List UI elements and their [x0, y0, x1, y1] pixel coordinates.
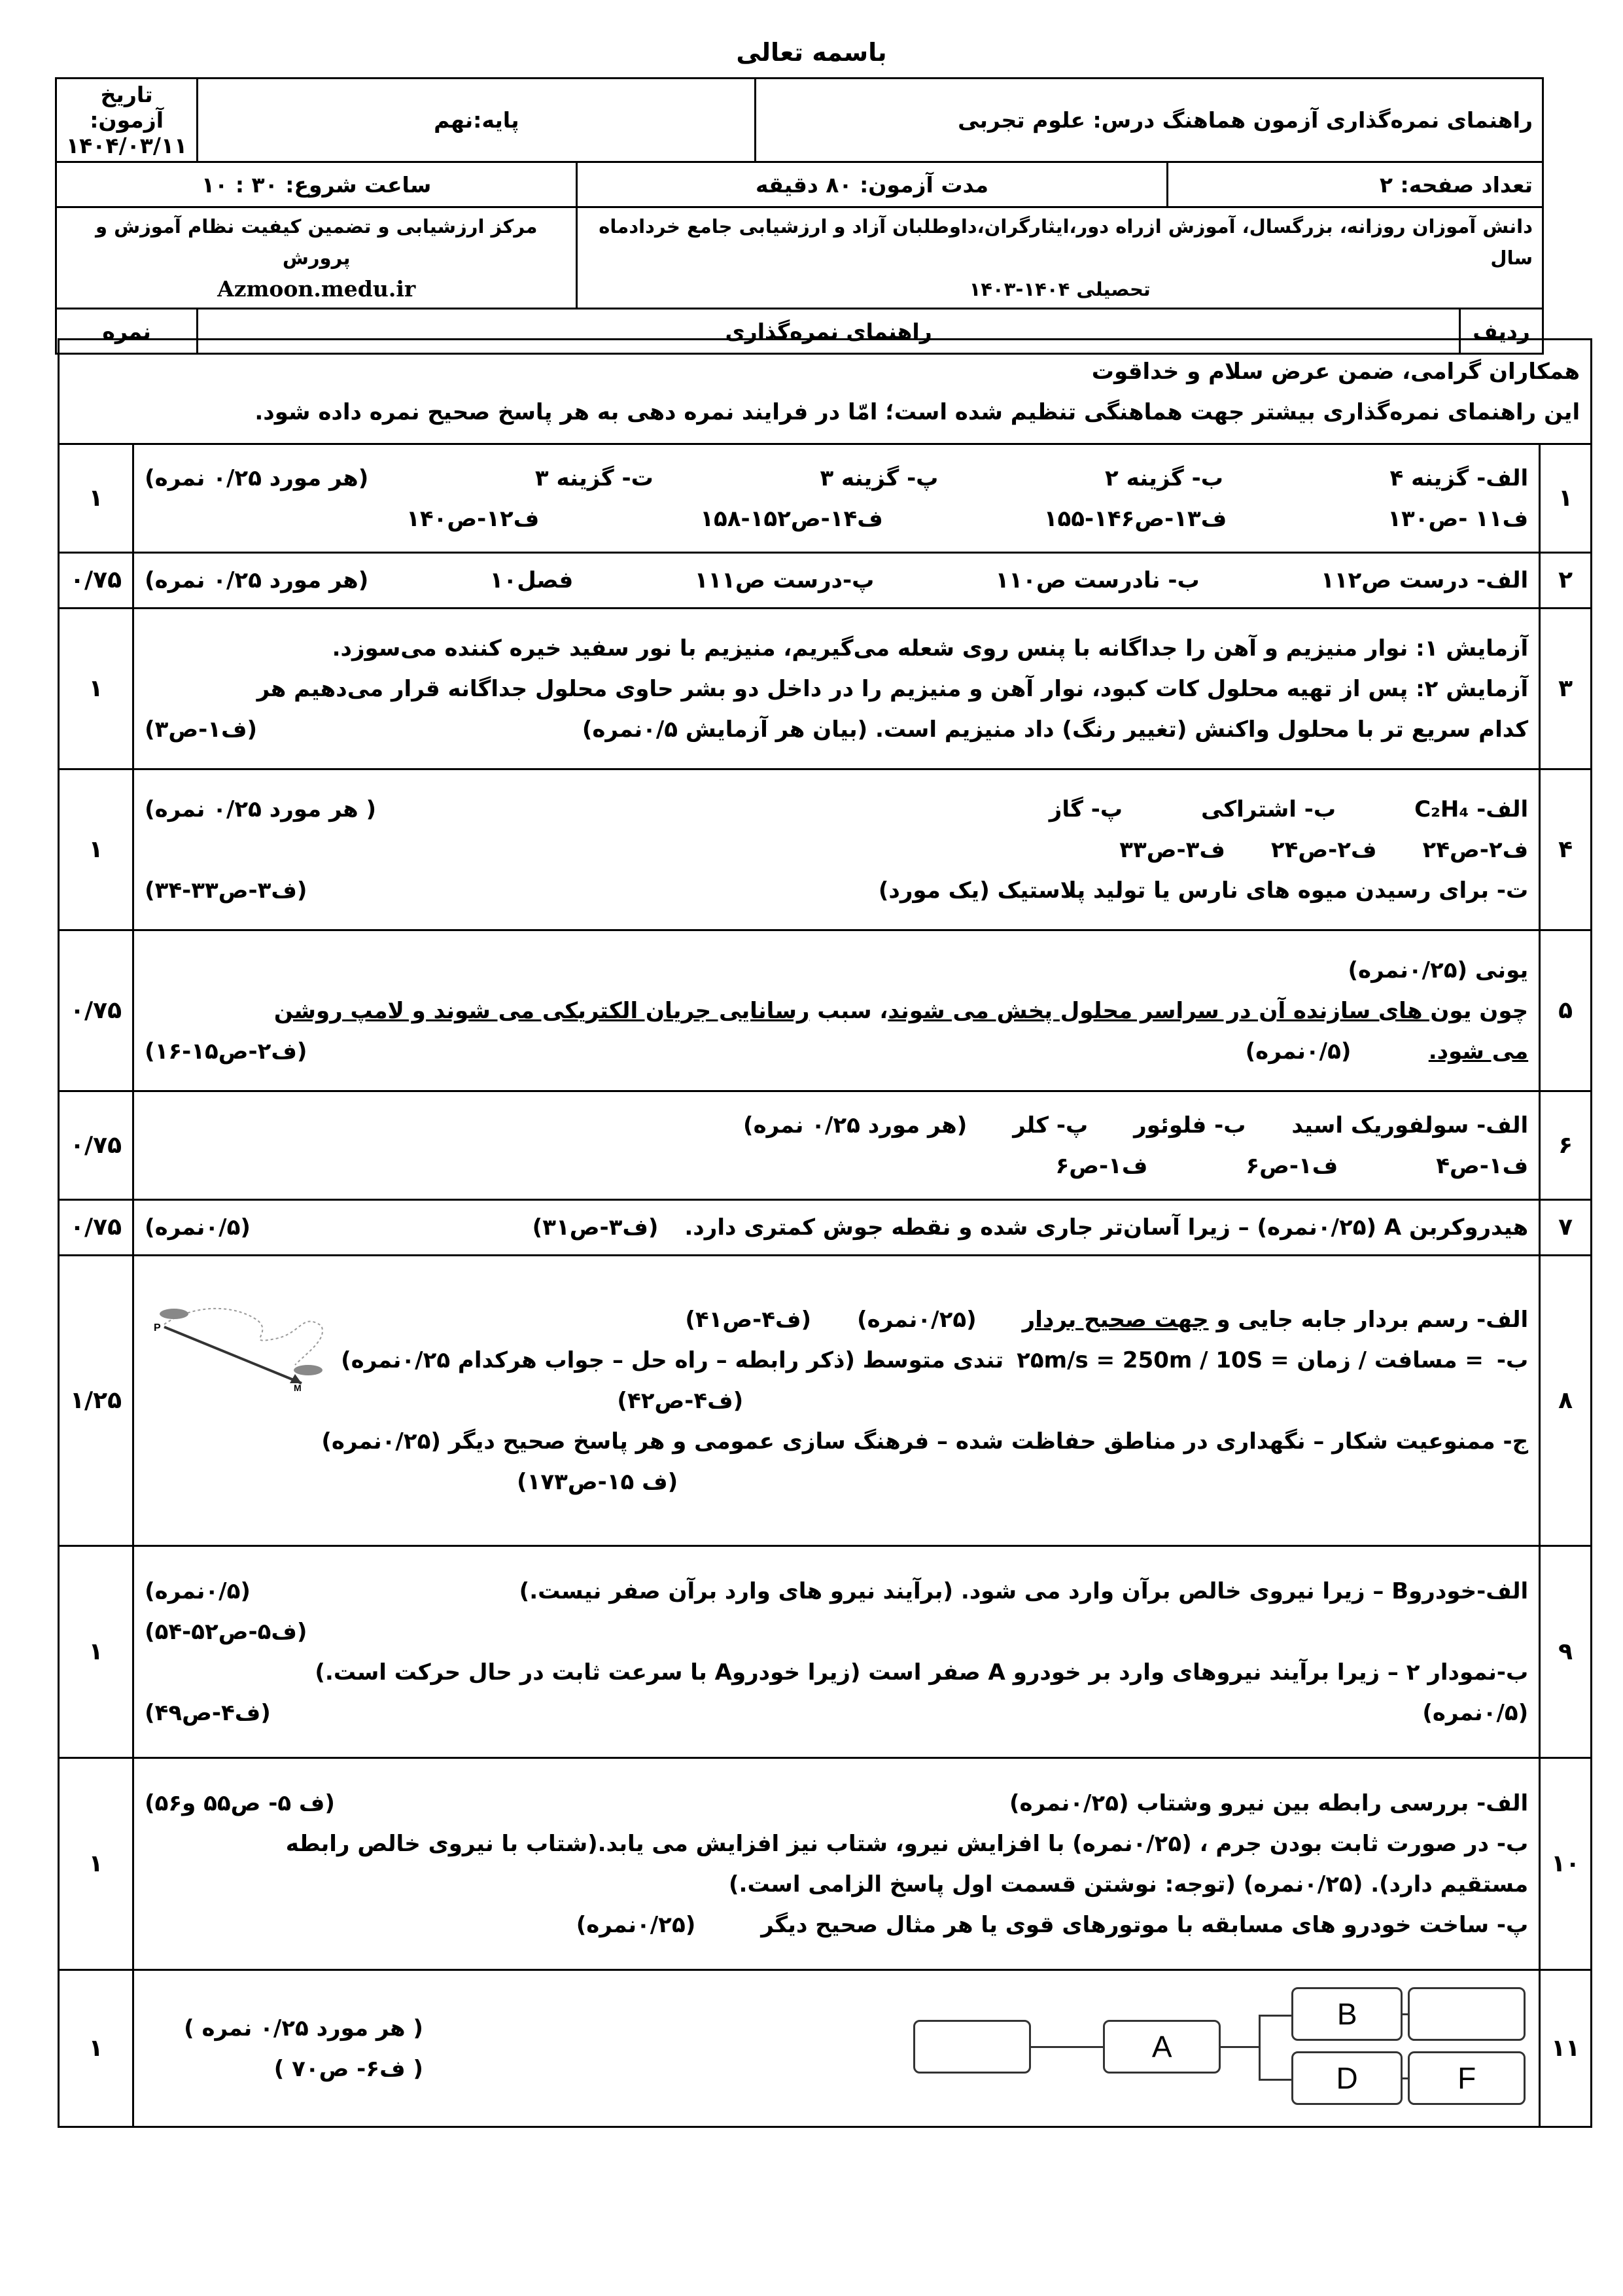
- row-number: ۳: [1540, 609, 1592, 769]
- answer-a: الف- سولفوریک اسید: [1291, 1112, 1529, 1139]
- answer-type: یونی (۰/۲۵نمره): [1348, 957, 1529, 983]
- answer-b-cont: مستقیم دارد). (۰/۲۵نمره) (توجه: نوشتن قسمت اول پاسخ الزامی است.): [728, 1871, 1529, 1898]
- reference: (ف۴-ص۴۲): [617, 1387, 744, 1414]
- reference: (ف۱-ص۳): [145, 716, 258, 743]
- answer-text: [133, 1091, 1540, 1200]
- chapter: فصل۱۰: [489, 567, 574, 593]
- ref-a: ف۲-ص۲۴: [1422, 836, 1529, 863]
- page-count: تعداد صفحه: ۲: [1167, 162, 1543, 207]
- answer-text: [133, 1758, 1540, 1970]
- answer-row: [59, 553, 1592, 609]
- points-note: (هر مورد ۰/۲۵ نمره): [145, 567, 369, 593]
- points-note: (۰/۵نمره): [145, 1578, 251, 1604]
- answer-t: ت- گزینه ۳: [534, 465, 654, 491]
- point-p-label: P: [154, 1322, 161, 1333]
- row-score: ۱: [59, 609, 133, 769]
- row-score: ۱: [59, 1758, 133, 1970]
- col-score: نمره: [56, 309, 198, 354]
- row-score: ۰/۷۵: [59, 553, 133, 609]
- answer-row: [59, 1200, 1592, 1256]
- exam-date: تاریخ آزمون: ۱۴۰۴/۰۳/۱۱: [56, 79, 198, 162]
- row-number: ۲: [1540, 553, 1592, 609]
- points-note: ( هر مورد ۰/۲۵ نمره): [145, 796, 377, 822]
- row-score: ۱/۲۵: [59, 1256, 133, 1546]
- answer-text: [133, 444, 1540, 553]
- row-score: ۰/۷۵: [59, 1200, 133, 1256]
- reference: (ف۳-ص۳۱): [532, 1214, 659, 1241]
- points-note: (۰/۵نمره): [145, 1214, 251, 1241]
- answer-b: ب- نادرست ص۱۱۰: [995, 567, 1200, 593]
- col-row: ردیف: [1460, 309, 1543, 354]
- center-info: [56, 207, 577, 309]
- answer-a: الف- گزینه ۴: [1389, 465, 1529, 491]
- answer-b: ب- اشتراکی: [1201, 796, 1336, 822]
- answer-a: الف- درست ص۱۱۲: [1321, 567, 1529, 593]
- key-phrase-2: رسانایی جریان الکتریکی می شوند و لامپ روشن: [273, 997, 810, 1024]
- box-a: A: [1103, 2020, 1221, 2074]
- reference: (ف۳-ص۳۳-۳۴): [145, 877, 307, 904]
- intro-greeting: همکاران گرامی، ضمن عرض سلام و خداقوت: [1091, 358, 1580, 385]
- box-f: F: [1408, 2051, 1526, 2105]
- guide-title: راهنمای نمره‌گذاری آزمون هماهنگ درس: علوم تجربی: [756, 79, 1543, 162]
- intro: [59, 340, 1592, 444]
- answer-p: پ- گزینه ۳: [820, 465, 939, 491]
- points-note: (۰/۵نمره): [1422, 1699, 1529, 1726]
- points-note: (هر مورد ۰/۲۵ نمره): [743, 1112, 968, 1139]
- answer-a: الف- C₂H₄: [1414, 796, 1529, 822]
- answer-row: [59, 1546, 1592, 1758]
- row-number: ۱۱: [1540, 1970, 1592, 2127]
- ref-a: ف۱۱ -ص۱۳۰: [1387, 505, 1529, 532]
- row-number: ۴: [1540, 769, 1592, 930]
- answer-row: [59, 609, 1592, 769]
- answer-row: [59, 769, 1592, 930]
- audience: [577, 207, 1543, 309]
- ref-a: ف۱-ص۴: [1436, 1152, 1529, 1179]
- answer-row: [59, 1256, 1592, 1546]
- answer-row: [59, 444, 1592, 553]
- answer-text: الف- رسم بردار جابه جایی و جهت صحیح بردار (۰/۲۵نمره) (ف۴-ص۴۱) ب- ۲۵m/s = 250m / 10S = مسافت / زمان = تندی متوسط (ذکر رابطه – راه حل – جواب هرکدام ۰/۲۵نمره) (ف۴-ص۴۲) P M ج- ممنوعیت شکار – نگهداری در مناطق حفاظت شده – فرهنگ سازی عمومی و هر پاسخ صحیح دیگر (۰/۲۵نمره) (ف ۱۵-ص۱۷۳): [133, 1256, 1540, 1546]
- row-number: ۶: [1540, 1091, 1592, 1200]
- ref-p: ف۳-ص۳۳: [1119, 836, 1225, 863]
- box-b: B: [1291, 1987, 1403, 2041]
- experiment-2-cont: کدام سریع تر با محلول واکنش (تغییر رنگ) داد منیزیم است. (بیان هر آزمایش ۰/۵نمره): [582, 716, 1529, 743]
- answer-a: الف- بررسی رابطه بین نیرو وشتاب (۰/۲۵نمره): [1009, 1790, 1529, 1816]
- audience-line-1: دانش آموزان روزانه، بزرگسال، آموزش ازراه دور،ایثارگران،داوطلبان آزاد و ارزشیابی جامع خردادماه سال: [599, 215, 1533, 269]
- duration: مدت آزمون: ۸۰ دقیقه: [577, 162, 1167, 207]
- answer-row: [59, 1970, 1592, 2127]
- answer-p: پ- ساخت خودرو های مسابقه با موتورهای قوی یا هر مثال صحیح دیگر: [761, 1911, 1529, 1938]
- row-score: ۰/۷۵: [59, 930, 133, 1091]
- points-note: (هر مورد ۰/۲۵ نمره): [145, 465, 369, 491]
- cheetah-icon: [294, 1365, 323, 1375]
- experiment-2: آزمایش ۲: پس از تهیه محلول کات کبود، نوار آهن و منیزیم را در داخل دو بشر حاوی محلول جداگانه قرار می‌دهیم هر: [256, 675, 1529, 702]
- displacement-diagram: [145, 1299, 341, 1391]
- intro-note: این راهنمای نمره‌گذاری بیشتر جهت هماهنگی تنظیم شده است؛ امّا در فرایند نمره دهی به هر پاسخ صحیح نمره داده شود.: [254, 398, 1580, 425]
- answer-a: الف-خودروB – زیرا نیروی خالص برآن وارد می شود. (برآیند نیرو های وارد برآن صفر نیست.): [519, 1578, 1529, 1604]
- answer: هیدروکربن A (۰/۲۵نمره) – زیرا آسان‌تر جاری شده و نقطه جوش کمتری دارد.: [684, 1214, 1529, 1241]
- key-phrase-1: یون های سازنده آن در سراسر محلول پخش می شوند: [888, 997, 1472, 1024]
- answer-c: ج- ممنوعیت شکار – نگهداری در مناطق حفاظت شده – فرهنگ سازی عمومی و هر پاسخ صحیح دیگر (۰/۲۵نمره): [321, 1428, 1529, 1455]
- reference: (ف۴-ص۴۹): [145, 1699, 271, 1726]
- reference: (ف ۵- ص۵۵ و۵۶): [145, 1790, 335, 1816]
- row-number: ۷: [1540, 1200, 1592, 1256]
- reference: (ف۲-ص۱۵-۱۶): [145, 1038, 307, 1065]
- reference: (ف۵-ص۵۲-۵۴): [145, 1618, 307, 1645]
- answer-row: [59, 1758, 1592, 1970]
- answer-text: [133, 553, 1540, 609]
- key-phrase: جهت صحیح بردار: [1022, 1306, 1209, 1333]
- ref-p: ف۱۴-ص۱۵۲-۱۵۸: [700, 505, 883, 532]
- concept-map: [913, 1982, 1528, 2095]
- ref-p: ف۱-ص۶: [1055, 1152, 1148, 1179]
- cheetah-icon: [160, 1309, 188, 1319]
- grade: پایه:نهم: [198, 79, 756, 162]
- answer-p: پ-درست ص۱۱۱: [694, 567, 875, 593]
- answer-row: [59, 1091, 1592, 1200]
- answer-table: [58, 338, 1592, 2128]
- answer-text: یونی (۰/۲۵نمره) چون یون های سازنده آن در سراسر محلول پخش می شوند، سبب رسانایی جریان الکتریکی می شوند و لامپ روشن می شود. (۰/۵نمره) (ف۲-ص۱۵-۱۶): [133, 930, 1540, 1091]
- answer-p: پ- کلر: [1013, 1112, 1089, 1139]
- ref-t: ف۱۲-ص۱۴۰: [406, 505, 540, 532]
- answer-b: ب-نمودار ۲ – زیرا برآیند نیروهای وارد بر خودرو A صفر است (زیرا خودروA با سرعت ثابت در حال حرکت است.): [315, 1659, 1529, 1686]
- start-time: ساعت شروع: ۳۰ : ۱۰: [56, 162, 577, 207]
- blank-box-left: [913, 2020, 1031, 2074]
- row-number: ۸: [1540, 1256, 1592, 1546]
- points-note: (۰/۲۵نمره): [576, 1911, 696, 1938]
- row-score: ۱: [59, 769, 133, 930]
- answer-b: ب- در صورت ثابت بودن جرم ، (۰/۲۵نمره) با افزایش نیرو، شتاب نیز افزایش می یابد.(شتاب با نیروی خالص رابطه: [285, 1830, 1529, 1857]
- col-guide: راهنمای نمره‌گذاری: [198, 309, 1460, 354]
- answer-text: [133, 1970, 1540, 2127]
- ref-b: ف۱-ص۶: [1246, 1152, 1338, 1179]
- cheetah-path-figure: [145, 1299, 341, 1391]
- answer-row: [59, 930, 1592, 1091]
- answer-text: [133, 1546, 1540, 1758]
- experiment-1: آزمایش ۱: نوار منیزیم و آهن را جداگانه با پنس روی شعله می‌گیریم، منیزیم با نور سفید خیره کننده می‌سوزد.: [332, 635, 1529, 662]
- row-number: ۱: [1540, 444, 1592, 553]
- center-name: مرکز ارزشیابی و تضمین کیفیت نظام آموزش و پرورش: [95, 215, 538, 269]
- page-title: باسمه تعالی: [736, 38, 887, 67]
- speed-formula: ۲۵m/s = 250m / 10S = مسافت / زمان =: [1017, 1347, 1484, 1373]
- row-number: ۵: [1540, 930, 1592, 1091]
- row-score: ۱: [59, 1970, 133, 2127]
- row-number: ۱۰: [1540, 1758, 1592, 1970]
- reference: (ف ۱۵-ص۱۷۳): [517, 1468, 678, 1495]
- blank-box-right: [1408, 1987, 1526, 2041]
- answer-p: پ- گاز: [1049, 796, 1123, 822]
- row-score: ۱: [59, 444, 133, 553]
- point-m-label: M: [294, 1382, 302, 1391]
- answer-b: تندی متوسط (ذکر رابطه – راه حل – جواب هرکدام ۰/۲۵نمره): [341, 1347, 1004, 1373]
- reference: (ف۴-ص۴۱): [685, 1306, 812, 1333]
- box-d: D: [1291, 2051, 1403, 2105]
- row-score: ۰/۷۵: [59, 1091, 133, 1200]
- points-note: (۰/۲۵نمره): [857, 1306, 977, 1333]
- website: Azmoon.medu.ir: [217, 276, 416, 302]
- points-note: ( هر مورد ۰/۲۵ نمره ): [184, 2015, 423, 2041]
- reference: ( ف۶- ص۷۰ ): [273, 2055, 423, 2082]
- answer-b: ب- فلوئور: [1134, 1112, 1246, 1139]
- answer-text: [133, 769, 1540, 930]
- row-score: ۱: [59, 1546, 133, 1758]
- points-note: (۰/۵نمره): [1245, 1038, 1352, 1065]
- audience-line-2: تحصیلی ۱۴۰۴-۱۴۰۳: [969, 278, 1151, 300]
- exam-header: [55, 77, 1544, 355]
- answer-text: [133, 1200, 1540, 1256]
- answer-text: [133, 609, 1540, 769]
- answer-t: ت- برای رسیدن میوه های نارس یا تولید پلاستیک (یک مورد): [878, 877, 1529, 904]
- row-number: ۹: [1540, 1546, 1592, 1758]
- displacement-arrow: [164, 1327, 302, 1383]
- ref-b: ف۲-ص۲۴: [1270, 836, 1377, 863]
- ref-b: ف۱۳-ص۱۴۶-۱۵۵: [1043, 505, 1227, 532]
- answer-b: ب- گزینه ۲: [1104, 465, 1223, 491]
